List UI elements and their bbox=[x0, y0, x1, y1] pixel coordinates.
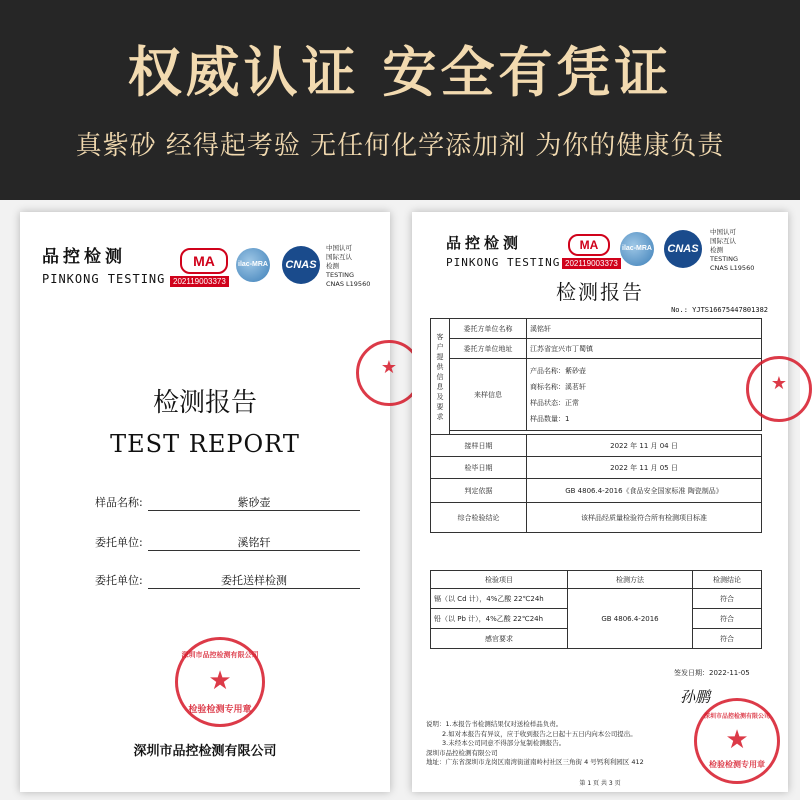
documents-area bbox=[0, 200, 800, 800]
cert-line: 国际互认 bbox=[326, 253, 352, 261]
table-cell-value: 江苏省宜兴市丁蜀镇 bbox=[527, 339, 762, 359]
table-cell-label: 来样信息 bbox=[450, 359, 527, 431]
note-line: 地址：广东省深圳市龙岗区南湾街道南岭村社区三角街 4 号钙利利园区 412 bbox=[426, 758, 644, 766]
cert-line: TESTING bbox=[710, 255, 738, 263]
table-cell-label: 判定依据 bbox=[431, 479, 527, 503]
test-item: 镉（以 Cd 计），4%乙酸 22℃24h bbox=[431, 589, 568, 609]
seal-star-icon: ★ bbox=[208, 666, 232, 696]
cert-line: TESTING bbox=[326, 271, 354, 279]
test-method: GB 4806.4-2016 bbox=[568, 589, 693, 649]
table-cell-value: 2022 年 11 月 05 日 bbox=[527, 457, 762, 479]
cert-line: CNAS L19560 bbox=[710, 264, 755, 272]
cert-line: 检测 bbox=[710, 246, 723, 254]
table-cell-value: 2022 年 11 月 04 日 bbox=[527, 435, 762, 457]
sample-line: 产品名称：紫砂壶 bbox=[530, 366, 586, 375]
cma-logo: MA bbox=[568, 234, 610, 256]
table-cell-value: GB 4806.4-2016《食品安全国家标准 陶瓷制品》 bbox=[527, 479, 762, 503]
test-results-table bbox=[430, 570, 762, 649]
cnas-logo: CNAS bbox=[282, 246, 320, 284]
field-label-client-2: 委托单位: bbox=[95, 574, 143, 587]
seal-ring-text: 深圳市品控检测有限公司 bbox=[703, 713, 770, 720]
cert-line: CNAS L19560 bbox=[326, 280, 371, 288]
ilac-mra-logo: ilac-MRA bbox=[236, 248, 270, 282]
seal-star-icon: ★ bbox=[770, 373, 788, 394]
cover-title-cn: 检测报告 bbox=[152, 388, 257, 418]
table-cell-value: 溪铭轩 bbox=[527, 319, 762, 339]
field-label-sample: 样品名称: bbox=[95, 496, 143, 509]
field-underline bbox=[148, 588, 360, 589]
column-header: 检测方法 bbox=[568, 571, 693, 589]
table-cell-label: 检毕日期 bbox=[431, 457, 527, 479]
banner-subtitle: 真紫砂 经得起考验 无任何化学添加剂 为你的健康负责 bbox=[75, 131, 725, 161]
note-line: 说明：1.本报告书检测结果仅对送检样品负责。 bbox=[426, 720, 563, 728]
seal-bottom-text: 检验检测专用章 bbox=[709, 760, 765, 769]
test-result: 符合 bbox=[693, 589, 762, 609]
sample-line: 样品数量：1 bbox=[530, 414, 570, 423]
page-number: 第 1 页 共 3 页 bbox=[579, 780, 621, 787]
sample-line: 样品状态：正常 bbox=[530, 398, 579, 407]
cover-company-name: 深圳市品控检测有限公司 bbox=[133, 744, 277, 759]
report-notes bbox=[426, 720, 644, 768]
client-block-label: 客户提供信息及要求 bbox=[431, 319, 450, 435]
cert-line: 检测 bbox=[326, 262, 339, 270]
test-result: 符合 bbox=[693, 629, 762, 649]
field-underline bbox=[148, 510, 360, 511]
column-header: 检验项目 bbox=[431, 571, 568, 589]
signature: 孙鹏 bbox=[680, 688, 711, 706]
report-number: No.: YJTS16675447801382 bbox=[671, 306, 768, 314]
seal-bottom-text: 检验检测专用章 bbox=[188, 705, 252, 715]
column-header: 检测结论 bbox=[693, 571, 762, 589]
official-seal bbox=[694, 698, 780, 784]
org-name-cn: 品控检测 bbox=[446, 234, 523, 252]
note-line: 2.如对本报告有异议，应于收到报告之日起十五日内向本公司提出。 bbox=[442, 729, 637, 738]
seal-star-icon: ★ bbox=[380, 357, 398, 378]
banner-title: 权威认证 安全有凭证 bbox=[127, 41, 673, 104]
table-cell-label: 综合检验结论 bbox=[431, 503, 527, 533]
note-line: 3.未经本公司同意不得部分复制检测报告。 bbox=[442, 739, 566, 747]
official-seal bbox=[175, 637, 265, 727]
cert-line: 中国认可 bbox=[710, 228, 736, 236]
table-cell-label: 委托方单位地址 bbox=[450, 339, 527, 359]
note-line: 深圳市品控检测有限公司 bbox=[426, 748, 498, 757]
cma-number: 202119003373 bbox=[562, 258, 621, 269]
field-value-client: 溪铭轩 bbox=[237, 536, 271, 549]
seal-star-icon: ★ bbox=[725, 725, 749, 755]
sample-line: 商标名称：溪茗轩 bbox=[530, 382, 586, 391]
org-name-en: PINKONG TESTING bbox=[446, 256, 561, 269]
issue-date: 签发日期：2022-11-05 bbox=[674, 669, 750, 677]
report-detail-sheet bbox=[412, 212, 788, 792]
cert-line: 中国认可 bbox=[326, 244, 352, 252]
client-info-table bbox=[430, 318, 762, 533]
cnas-logo: CNAS bbox=[664, 230, 702, 268]
org-name-cn: 品控检测 bbox=[42, 247, 126, 267]
promo-banner bbox=[0, 0, 800, 200]
field-value-sample: 紫砂壶 bbox=[237, 496, 271, 509]
accreditation-text bbox=[710, 228, 754, 273]
table-cell-label: 委托方单位名称 bbox=[450, 319, 527, 339]
cma-number: 202119003373 bbox=[170, 276, 229, 287]
partial-seal bbox=[746, 356, 812, 422]
report-cover-sheet bbox=[20, 212, 398, 792]
field-underline bbox=[148, 550, 360, 551]
field-label-client: 委托单位: bbox=[95, 536, 143, 549]
seal-ring-text: 深圳市品控检测有限公司 bbox=[181, 651, 259, 659]
sample-info-cell bbox=[527, 359, 762, 431]
test-item: 铅（以 Pb 计），4%乙酸 22℃24h bbox=[431, 609, 568, 629]
table-cell-label: 接样日期 bbox=[431, 435, 527, 457]
report-title: 检测报告 bbox=[556, 280, 644, 304]
table-cell-value: 该样品经质量检验符合所有检测项目标准 bbox=[527, 503, 762, 533]
cert-line: 国际互认 bbox=[710, 237, 736, 245]
cma-logo: MA bbox=[180, 248, 228, 274]
ilac-mra-logo: ilac-MRA bbox=[620, 232, 654, 266]
test-item: 感官要求 bbox=[431, 629, 568, 649]
cover-title-en: TEST REPORT bbox=[110, 430, 300, 458]
accreditation-text bbox=[326, 244, 370, 289]
test-result: 符合 bbox=[693, 609, 762, 629]
field-value-submission: 委托送样检测 bbox=[221, 574, 287, 587]
org-name-en: PINKONG TESTING bbox=[42, 272, 166, 286]
